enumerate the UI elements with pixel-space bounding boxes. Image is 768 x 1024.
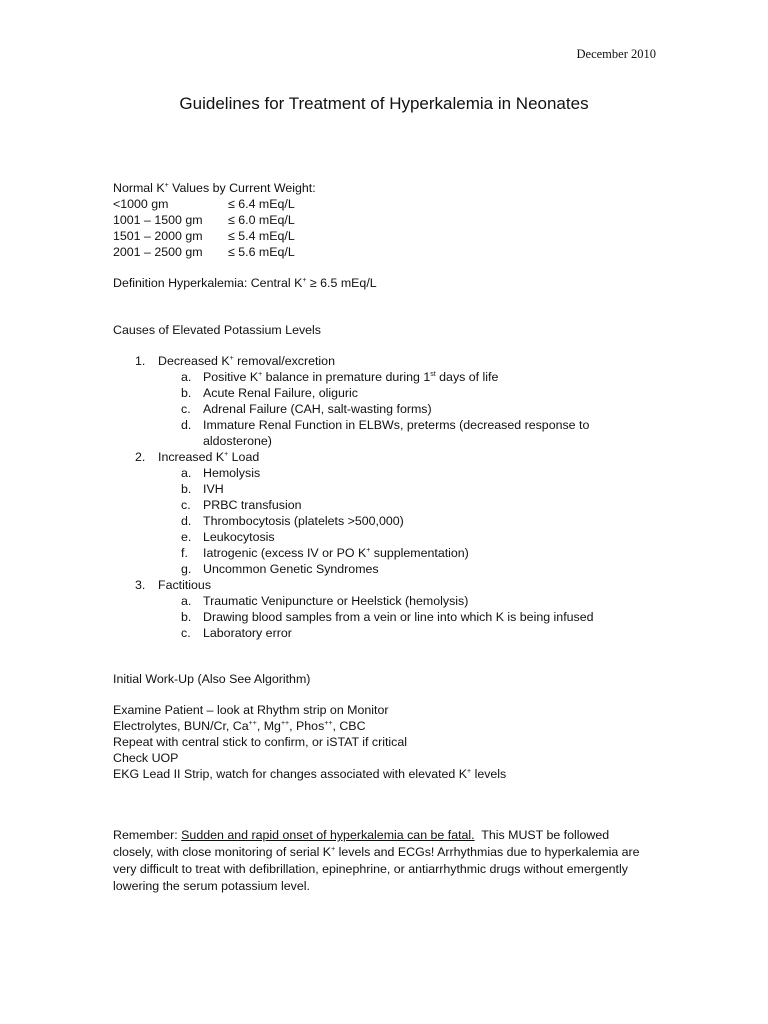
warning-text: Sudden and rapid onset of hyperkalemia can be fatal. — [181, 828, 475, 842]
list-item: a. Traumatic Venipuncture or Heelstick (hemolysis) — [181, 594, 469, 608]
list-item: a. Positive K+ balance in premature during 1st days of life — [181, 370, 499, 384]
list-item: 1. Decreased K+ removal/excretion a. Positive K+ balance in premature during 1st days of life b. Acute Renal Failure, oliguric c. Adrenal Failure (CAH, salt-wasting forms) d. Immature Renal Function in ELBWs, preterms (decreased response to aldosterone) — [113, 353, 673, 449]
list-item: b. IVH — [181, 482, 224, 496]
list-item: d. Immature Renal Function in ELBWs, preterms (decreased response to aldosterone) — [181, 418, 590, 448]
causes-section — [113, 322, 673, 641]
normal-values-section — [113, 180, 673, 260]
definition-line: Definition Hyperkalemia: Central K+ ≥ 6.5 mEq/L — [113, 276, 377, 290]
causes-list — [113, 353, 673, 641]
weight-range: 2001 – 2500 gm — [113, 245, 203, 259]
weight-range: 1001 – 1500 gm — [113, 213, 203, 227]
normal-value-row — [113, 212, 673, 228]
weight-range: 1501 – 2000 gm — [113, 229, 203, 243]
list-item: 2. Increased K+ Load a. Hemolysis b. IVH c. PRBC transfusion d. Thrombocytosis (platelets >500,000) e. Leukocytosis f. Iatrogenic (excess IV or PO K+ supplementation) g. Uncommon Genetic Syndromes — [113, 449, 673, 577]
normal-value-row — [113, 196, 673, 212]
workup-step: Electrolytes, BUN/Cr, Ca++, Mg++, Phos++, CBC — [113, 719, 366, 733]
list-item: b. Acute Renal Failure, oliguric — [181, 386, 358, 400]
remember-note: Remember: Sudden and rapid onset of hyperkalemia can be fatal. This MUST be followed closely, with close monitoring of serial K+ levels and ECGs! Arrhythmias due to hyperkalemia are very difficult to treat with defibrillation, epinephrine, or antiarrhythmic drugs without emergently lowering the serum potassium level. — [113, 828, 640, 893]
normal-value-row — [113, 244, 673, 260]
workup-step: Repeat with central stick to confirm, or iSTAT if critical — [113, 735, 408, 749]
k-threshold: ≤ 5.4 mEq/L — [228, 229, 295, 243]
workup-heading: Initial Work-Up (Also See Algorithm) — [113, 672, 311, 686]
k-threshold: ≤ 6.4 mEq/L — [228, 197, 295, 211]
remember-label: Remember: — [113, 828, 182, 842]
workup-step: EKG Lead II Strip, watch for changes associated with elevated K+ levels — [113, 767, 507, 781]
k-threshold: ≤ 6.0 mEq/L — [228, 213, 295, 227]
list-item: g. Uncommon Genetic Syndromes — [181, 562, 379, 576]
list-item: e. Leukocytosis — [181, 530, 275, 544]
list-item: 3. Factitious a. Traumatic Venipuncture or Heelstick (hemolysis) b. Drawing blood samples from a vein or line into which K is being infused c. Laboratory error — [113, 577, 673, 641]
document-title: Guidelines for Treatment of Hyperkalemia in Neonates — [179, 94, 589, 113]
workup-section — [113, 671, 673, 782]
list-item: b. Drawing blood samples from a vein or line into which K is being infused — [181, 610, 594, 624]
normal-value-row — [113, 228, 673, 244]
normal-values-heading: Normal K+ Values by Current Weight: — [113, 181, 316, 195]
document-date: December 2010 — [576, 47, 656, 61]
list-item: c. Adrenal Failure (CAH, salt-wasting forms) — [181, 402, 432, 416]
list-item: c. Laboratory error — [181, 626, 292, 640]
list-item: d. Thrombocytosis (platelets >500,000) — [181, 514, 404, 528]
weight-range: <1000 gm — [113, 197, 169, 211]
workup-step: Examine Patient – look at Rhythm strip on Monitor — [113, 703, 389, 717]
k-threshold: ≤ 5.6 mEq/L — [228, 245, 295, 259]
causes-heading: Causes of Elevated Potassium Levels — [113, 323, 321, 337]
workup-step: Check UOP — [113, 751, 179, 765]
list-item: c. PRBC transfusion — [181, 498, 302, 512]
list-item: f. Iatrogenic (excess IV or PO K+ supplementation) — [181, 546, 469, 560]
list-item: a. Hemolysis — [181, 466, 261, 480]
